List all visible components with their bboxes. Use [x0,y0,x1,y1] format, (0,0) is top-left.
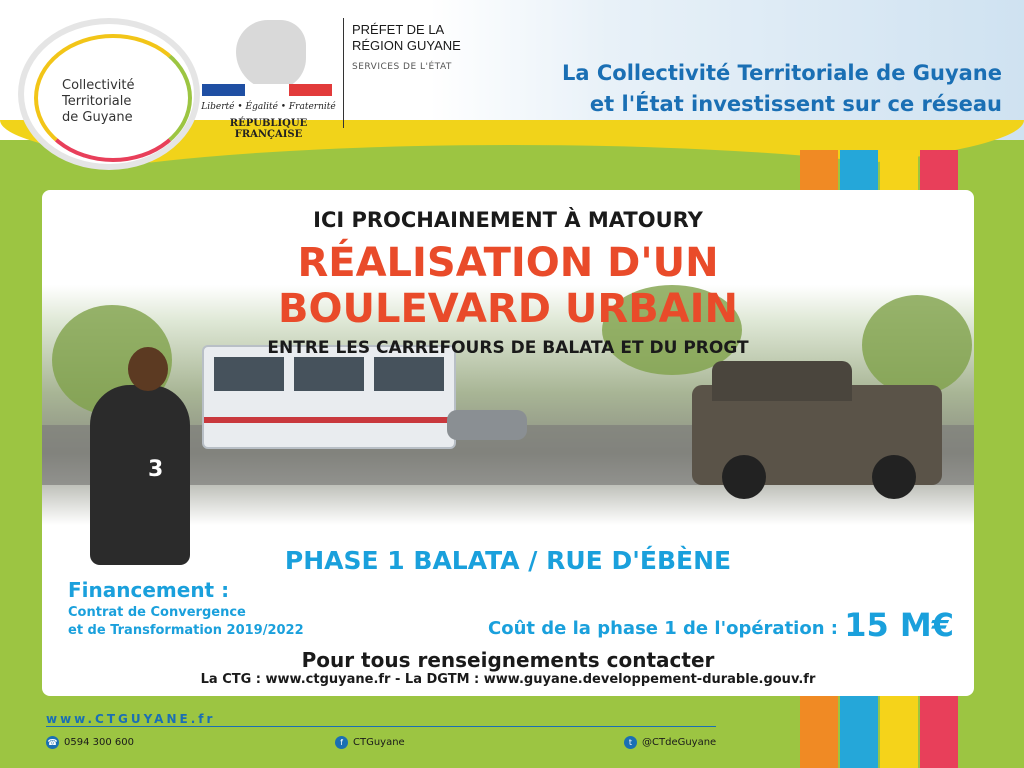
bus-window [374,357,444,391]
financing-details [68,604,304,640]
financing-line: et de Transformation 2019/2022 [68,623,304,638]
phone-contact[interactable] [46,736,134,749]
prefet-line: RÉGION GUYANE [352,38,461,53]
subtitle: ENTRE LES CARREFOURS DE BALATA ET DU PROGT [267,338,749,358]
republic-logo [196,14,341,140]
header-divider [343,18,344,128]
bus-stripe [204,417,454,423]
main-title-line: BOULEVARD URBAIN [278,286,738,332]
phone-number: 0594 300 600 [64,737,134,748]
contact-urls: La CTG : www.ctguyane.fr - La DGTM : www.guyane.developpement-durable.gouv.fr [200,672,816,687]
twitter-icon: t [624,736,637,749]
wheel [872,455,916,499]
marianne-icon [236,20,306,90]
headline-line: et l'État investissent sur ce réseau [589,92,1002,116]
prefet-label [352,22,461,54]
announcement-panel [42,190,974,696]
footer-divider [46,726,716,727]
footer [0,700,1024,768]
cost-value: 15 M€ [844,606,954,644]
twitter-contact[interactable] [624,736,716,749]
phase-heading: PHASE 1 BALATA / RUE D'ÉBÈNE [284,546,732,575]
french-flag-icon [202,84,332,96]
ctg-logo-line: Territoriale [62,94,132,109]
ctg-logo-line: de Guyane [62,110,133,125]
twitter-handle: @CTdeGuyane [642,737,717,748]
phone-icon: ☎ [47,738,58,747]
ctg-logo [18,18,200,170]
bus-image [202,345,456,449]
website-link[interactable]: www.CTGUYANE.fr [46,712,216,726]
contact-title: Pour tous renseignements contacter [301,648,715,672]
bus-window [294,357,364,391]
facebook-handle: CTGuyane [353,737,405,748]
services-label: SERVICES DE L'ÉTAT [352,62,452,72]
facebook-icon: f [335,736,348,749]
prefet-line: PRÉFET DE LA [352,22,445,37]
pickup-truck-image [692,385,942,485]
headline [562,58,1002,120]
financing-line: Contrat de Convergence [68,605,246,620]
wheel [722,455,766,499]
car-image [447,410,527,440]
ctg-logo-line: Collectivité [62,78,135,93]
pedestrian-image [90,385,190,565]
main-title-line: RÉALISATION D'UN [297,240,719,286]
bus-window [214,357,284,391]
jersey-number: 3 [148,457,164,482]
republic-devise: Liberté • Égalité • Fraternité [201,102,336,112]
headline-line: La Collectivité Territoriale de Guyane [562,61,1002,85]
main-title [42,240,974,332]
republic-name: RÉPUBLIQUE FRANÇAISE [229,118,308,140]
financing-title: Financement : [68,578,230,602]
facebook-contact[interactable] [335,736,405,749]
truck-cab [712,361,852,401]
cost-label: Coût de la phase 1 de l'opération : [488,618,838,639]
ctg-logo-text [62,78,135,126]
intro-heading: ICI PROCHAINEMENT À MATOURY [313,208,703,232]
